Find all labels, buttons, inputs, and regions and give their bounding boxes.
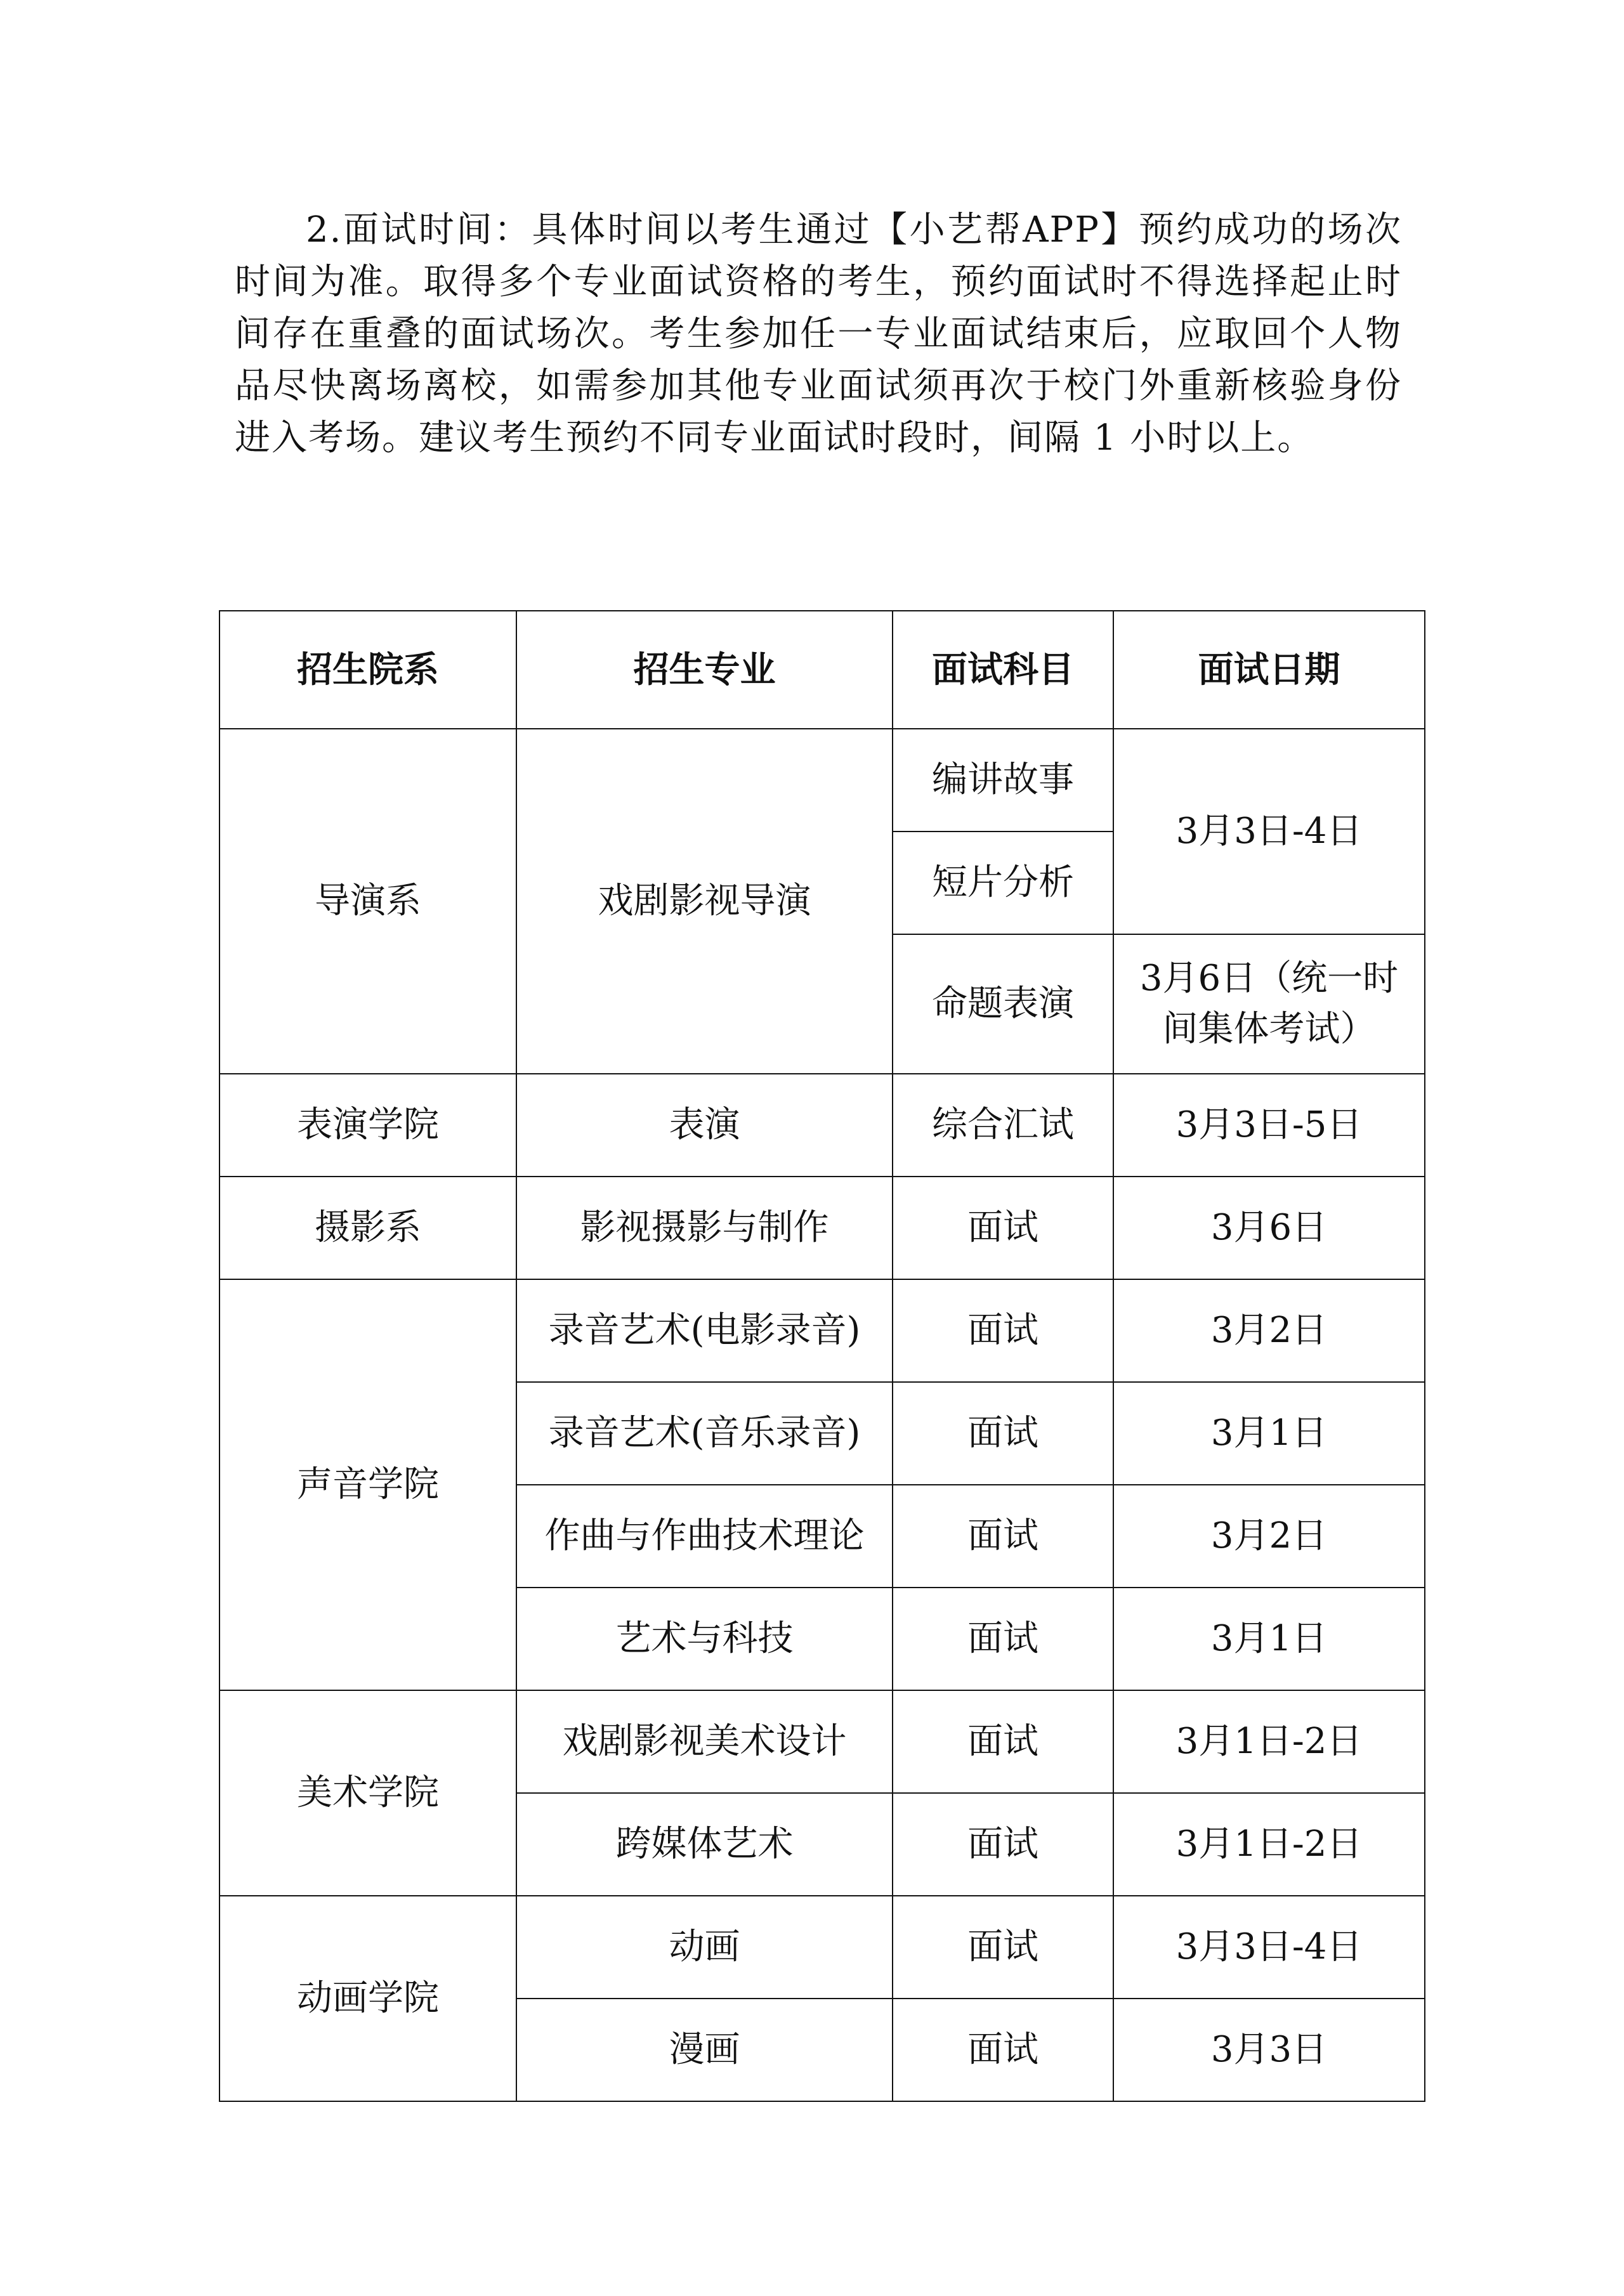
major-cell: 跨媒体艺术: [516, 1793, 893, 1896]
date-cell: 3月1日: [1113, 1588, 1425, 1690]
date-cell: 3月3日-4日: [1113, 729, 1425, 934]
table-row: [219, 1896, 1425, 1999]
major-cell: 艺术与科技: [516, 1588, 893, 1690]
interview-schedule-table: [219, 610, 1425, 2102]
major-cell: 录音艺术(音乐录音): [516, 1382, 893, 1485]
major-cell: 漫画: [516, 1999, 893, 2101]
table-row: [219, 729, 1425, 832]
date-cell: 3月2日: [1113, 1279, 1425, 1382]
date-cell: 3月3日-4日: [1113, 1896, 1425, 1999]
major-cell: 戏剧影视美术设计: [516, 1690, 893, 1793]
dept-cell: 表演学院: [219, 1074, 516, 1177]
table-row: [219, 1074, 1425, 1177]
major-cell: 录音艺术(电影录音): [516, 1279, 893, 1382]
date-cell: 3月6日（统一时间集体考试）: [1113, 934, 1425, 1074]
subject-cell: 面试: [893, 1177, 1113, 1279]
subject-cell: 面试: [893, 1999, 1113, 2101]
major-cell: 动画: [516, 1896, 893, 1999]
subject-cell: 短片分析: [893, 832, 1113, 934]
dept-cell: 动画学院: [219, 1896, 516, 2101]
major-cell: 影视摄影与制作: [516, 1177, 893, 1279]
subject-cell: 面试: [893, 1382, 1113, 1485]
subject-cell: 编讲故事: [893, 729, 1113, 832]
subject-cell: 面试: [893, 1279, 1113, 1382]
date-cell: 3月2日: [1113, 1485, 1425, 1588]
subject-cell: 面试: [893, 1793, 1113, 1896]
dept-cell: 声音学院: [219, 1279, 516, 1690]
subject-cell: 面试: [893, 1588, 1113, 1690]
major-cell: 戏剧影视导演: [516, 729, 893, 1074]
date-cell: 3月1日-2日: [1113, 1793, 1425, 1896]
table-header-row: [219, 611, 1425, 729]
date-cell: 3月3日-5日: [1113, 1074, 1425, 1177]
header-major: 招生专业: [516, 611, 893, 729]
header-date: 面试日期: [1113, 611, 1425, 729]
subject-cell: 综合汇试: [893, 1074, 1113, 1177]
dept-cell: 美术学院: [219, 1690, 516, 1896]
major-cell: 作曲与作曲技术理论: [516, 1485, 893, 1588]
header-subject: 面试科目: [893, 611, 1113, 729]
interview-time-paragraph: 2.面试时间：具体时间以考生通过【小艺帮APP】预约成功的场次时间为准。取得多个专业面试资格的考生，预约面试时不得选择起止时间存在重叠的面试场次。考生参加任一专业面试结束后，应取回个人物品尽快离场离校，如需参加其他专业面试须再次于校门外重新核验身份进入考场。建议考生预约不同专业面试时段时，间隔 1 小时以上。: [235, 209, 1402, 459]
table-row: [219, 1177, 1425, 1279]
dept-cell: 导演系: [219, 729, 516, 1074]
subject-cell: 面试: [893, 1896, 1113, 1999]
table-row: [219, 1279, 1425, 1382]
date-cell: 3月1日-2日: [1113, 1690, 1425, 1793]
subject-cell: 面试: [893, 1690, 1113, 1793]
date-cell: 3月1日: [1113, 1382, 1425, 1485]
date-cell: 3月3日: [1113, 1999, 1425, 2101]
date-cell: 3月6日: [1113, 1177, 1425, 1279]
header-department: 招生院系: [219, 611, 516, 729]
subject-cell: 面试: [893, 1485, 1113, 1588]
table-row: [219, 1690, 1425, 1793]
major-cell: 表演: [516, 1074, 893, 1177]
dept-cell: 摄影系: [219, 1177, 516, 1279]
subject-cell: 命题表演: [893, 934, 1113, 1074]
